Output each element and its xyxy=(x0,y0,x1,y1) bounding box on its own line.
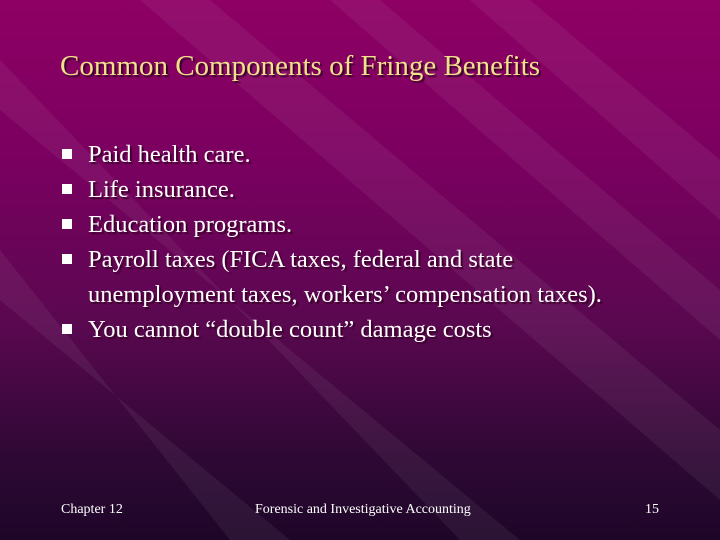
bullet-text: Paid health care. xyxy=(88,141,251,168)
bullet-item xyxy=(62,137,622,172)
bullet-list xyxy=(62,137,622,347)
square-bullet-icon xyxy=(62,324,72,334)
bullet-item xyxy=(62,172,622,207)
bullet-text: Life insurance. xyxy=(88,176,235,203)
square-bullet-icon xyxy=(62,149,72,159)
bullet-item xyxy=(62,242,622,312)
bullet-text: Payroll taxes (FICA taxes, federal and state unemployment taxes, workers’ compensation taxes). xyxy=(88,246,602,308)
footer-chapter: Chapter 12 xyxy=(61,502,123,517)
footer-book-title: Forensic and Investigative Accounting xyxy=(255,502,471,517)
bullet-item xyxy=(62,312,622,347)
slide-title: Common Components of Fringe Benefits xyxy=(60,50,541,82)
bullet-text: Education programs. xyxy=(88,211,293,238)
bullet-text: You cannot “double count” damage costs xyxy=(88,316,492,343)
square-bullet-icon xyxy=(62,184,72,194)
footer-page-number: 15 xyxy=(645,502,659,517)
bullet-item xyxy=(62,207,622,242)
square-bullet-icon xyxy=(62,219,72,229)
square-bullet-icon xyxy=(62,254,72,264)
